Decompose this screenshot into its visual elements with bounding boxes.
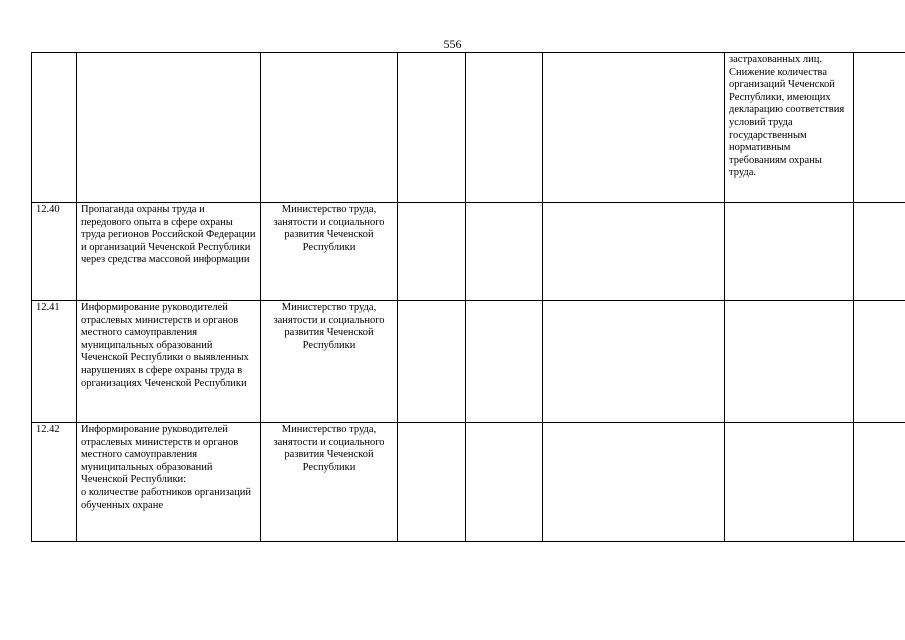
- executor-cell: [261, 53, 398, 203]
- row-number-cell: 12.42: [32, 423, 77, 542]
- empty-cell: [543, 203, 725, 301]
- result-cell: [725, 301, 854, 423]
- table-row: [32, 203, 905, 301]
- page-number: 556: [443, 37, 462, 51]
- activity-cell: Информирование руководителей отраслевых министерств и органов местного самоуправления муниципальных образований Чеченской Республики о выявленных нарушениях в сфере охраны труда в организациях Чеченской Республики: [77, 301, 261, 423]
- empty-cell: [543, 53, 725, 203]
- activity-cell: Информирование руководителей отраслевых министерств и органов местного самоуправления муниципальных образований Чеченской Республики: о количестве работников организаций обученных охране: [77, 423, 261, 542]
- activity-cell: Пропаганда охраны труда и передового опыта в сфере охраны труда регионов Российской Федерации и организаций Чеченской Республики через средства массовой информации: [77, 203, 261, 301]
- result-cell: застрахованных лиц. Снижение количества организаций Чеченской Республики, имеющих декларацию соответствия условий труда государственным нормативным требованиям охраны труда.: [725, 53, 854, 203]
- empty-cell: [466, 203, 543, 301]
- empty-cell: [466, 53, 543, 203]
- activity-cell: [77, 53, 261, 203]
- empty-cell: [854, 203, 905, 301]
- empty-cell: [398, 53, 466, 203]
- empty-cell: [854, 301, 905, 423]
- empty-cell: [466, 423, 543, 542]
- empty-cell: [854, 423, 905, 542]
- executor-cell: Министерство труда, занятости и социального развития Чеченской Республики: [261, 423, 398, 542]
- row-number-cell: [32, 53, 77, 203]
- result-cell: [725, 203, 854, 301]
- executor-cell: Министерство труда, занятости и социального развития Чеченской Республики: [261, 203, 398, 301]
- result-cell: [725, 423, 854, 542]
- executor-cell: Министерство труда, занятости и социального развития Чеченской Республики: [261, 301, 398, 423]
- table-row: [32, 53, 905, 203]
- empty-cell: [398, 203, 466, 301]
- row-number-cell: 12.40: [32, 203, 77, 301]
- table-row: [32, 423, 905, 542]
- measures-table: [31, 52, 905, 542]
- empty-cell: [543, 423, 725, 542]
- row-number-cell: 12.41: [32, 301, 77, 423]
- empty-cell: [543, 301, 725, 423]
- empty-cell: [398, 301, 466, 423]
- empty-cell: [398, 423, 466, 542]
- empty-cell: [854, 53, 905, 203]
- table-row: [32, 301, 905, 423]
- empty-cell: [466, 301, 543, 423]
